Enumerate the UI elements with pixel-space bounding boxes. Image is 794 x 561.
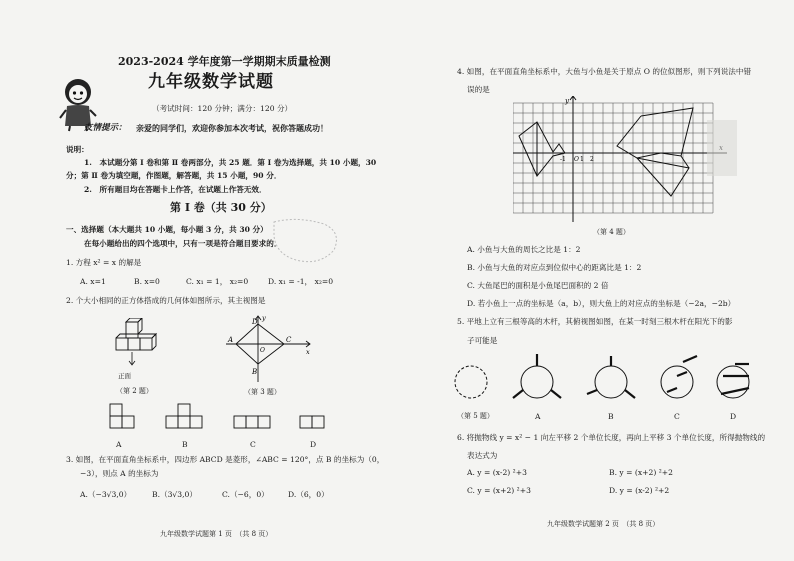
q3-label-a: A — [228, 336, 234, 344]
q5-option-d: D — [730, 412, 737, 421]
q5-fig-caption: （第 5 题） — [457, 412, 494, 420]
q2-cube-figure — [112, 318, 162, 370]
q3-label-d: D — [252, 318, 258, 326]
q1-option-d: D. x₁ = -1， x₂=0 — [268, 277, 334, 286]
q2-option-b: B — [182, 440, 188, 449]
q4-fish-grid-figure — [513, 96, 727, 222]
exam-info: （考试时间：120 分钟；满分：120 分） — [152, 104, 293, 113]
q3-label-x: x — [306, 348, 310, 356]
q3-label-b: B — [252, 368, 258, 376]
q3-option-c: C.（−6，0） — [222, 490, 269, 499]
q3-label-c: C — [286, 336, 292, 344]
q5-option-a: A — [535, 412, 541, 421]
q3-option-d: D.（6，0） — [288, 490, 329, 499]
q5-option-c: C — [674, 412, 680, 421]
hint-text: 亲爱的同学们，欢迎你参加本次考试，祝你答题成功！ — [136, 123, 328, 133]
q4-axis-y: y — [565, 97, 569, 105]
exam-page-2 — [397, 0, 794, 561]
q6-option-d: D. y = (x-2) ²+2 — [609, 486, 670, 495]
exam-year: 2023-2024 学年度第一学期期末质量检测 — [118, 55, 331, 68]
q2-options-figure — [104, 400, 334, 434]
q2-option-d: D — [310, 440, 317, 449]
q2-option-a: A — [116, 440, 122, 449]
q5-shadow-figure — [451, 354, 751, 408]
q2-front-label: 正面 — [118, 372, 131, 380]
scan-smudge — [707, 120, 737, 176]
q1-stem: 1. 方程 x² = x 的解是 — [66, 258, 142, 267]
scan-artifact — [268, 214, 348, 270]
q1-option-a: A. x=1 — [80, 277, 106, 286]
q3-stem-line2: −3），则点 A 的坐标为 — [80, 469, 159, 478]
q1-option-c: C. x₁ = 1， x₂=0 — [186, 277, 249, 286]
page1-footer: 九年级数学试题第 1 页 （共 8 页） — [160, 530, 273, 538]
q4-axis-1: 1 — [580, 156, 584, 163]
q5-stem-line2: 子可能是 — [467, 336, 498, 345]
q3-rhombus-figure — [222, 312, 314, 384]
q4-option-c: C. 大鱼尾巴的面积是小鱼尾巴面积的 2 倍 — [467, 281, 609, 290]
q4-option-b: B. 小鱼与大鱼的对应点到位似中心的距离比是 1：2 — [467, 263, 642, 272]
q5-stem-line1: 5. 平地上立有三根等高的木杆，其俯视图如图，在某一时刻三根木杆在阳光下的影 — [457, 317, 733, 326]
note2: 2. 所有题目均在答题卡上作答，在试题上作答无效． — [84, 185, 267, 194]
q4-fig-caption: （第 4 题） — [593, 228, 630, 236]
q3-label-o: O — [260, 347, 265, 354]
section-title: 第 Ⅰ 卷（共 30 分） — [170, 201, 272, 214]
q3-option-a: A.（−3√3,0） — [80, 490, 132, 499]
q2-stem: 2. 个大小相同的正方体搭成的几何体如图所示，其主视图是 — [66, 296, 266, 305]
q2-option-c: C — [250, 440, 256, 449]
notes-label: 说明： — [66, 145, 89, 154]
q4-stem-line2: 误的是 — [467, 85, 490, 94]
q4-option-a: A. 小鱼与大鱼的周长之比是 1：2 — [467, 245, 581, 254]
q3-label-y: y — [262, 314, 266, 322]
hint-label: 友情提示： — [84, 123, 127, 133]
q6-option-a: A. y = (x-2) ²+3 — [467, 468, 527, 477]
q5-option-b: B — [608, 412, 614, 421]
page2-footer: 九年级数学试题第 2 页 （共 8 页） — [547, 520, 660, 528]
exam-title: 九年级数学试题 — [148, 72, 274, 92]
q6-stem-line1: 6. 将抛物线 y = x² − 1 向左平移 2 个单位长度，再向上平移 3 个单位长度，所得抛物线的 — [457, 433, 766, 442]
q3-option-b: B.（3√3,0） — [152, 490, 197, 499]
q4-option-d: D. 若小鱼上一点的坐标是（a，b），则大鱼上的对应点的坐标是（−2a，−2b） — [467, 299, 736, 308]
mc-header: 一、选择题（本大题共 10 小题，每小题 3 分，共 30 分） — [66, 225, 268, 234]
note1-line2: 分；第 Ⅱ 卷为填空题，作图题，解答题，共 15 小题，90 分． — [66, 171, 282, 180]
q6-option-b: B. y = (x+2) ²+2 — [609, 468, 673, 477]
q3-stem-line1: 3. 如图，在平面直角坐标系中，四边形 ABCD 是菱形，∠ABC = 120°，点 B 的坐标为（0， — [66, 455, 385, 464]
q3-fig-caption: （第 3 题） — [244, 388, 281, 396]
q2-fig-caption: （第 2 题） — [116, 387, 153, 395]
q1-option-b: B. x=0 — [134, 277, 160, 286]
q4-stem-line1: 4. 如图，在平面直角坐标系中，大鱼与小鱼是关于原点 O 的位似图形，则下列说法中错 — [457, 67, 752, 76]
q6-option-c: C. y = (x+2) ²+3 — [467, 486, 531, 495]
note1-line1: 1. 本试题分第 Ⅰ 卷和第 Ⅱ 卷两部分，共 25 题．第 Ⅰ 卷为选择题，共 10 小题，30 — [84, 158, 377, 167]
q6-stem-line2: 表达式为 — [467, 451, 498, 460]
q4-axis-2: 2 — [590, 156, 594, 163]
mc-instruction: 在每小题给出的四个选项中，只有一项是符合题目要求的． — [84, 239, 282, 248]
q4-axis-minus1: -1 — [560, 156, 566, 163]
q4-axis-o: O — [574, 156, 579, 163]
